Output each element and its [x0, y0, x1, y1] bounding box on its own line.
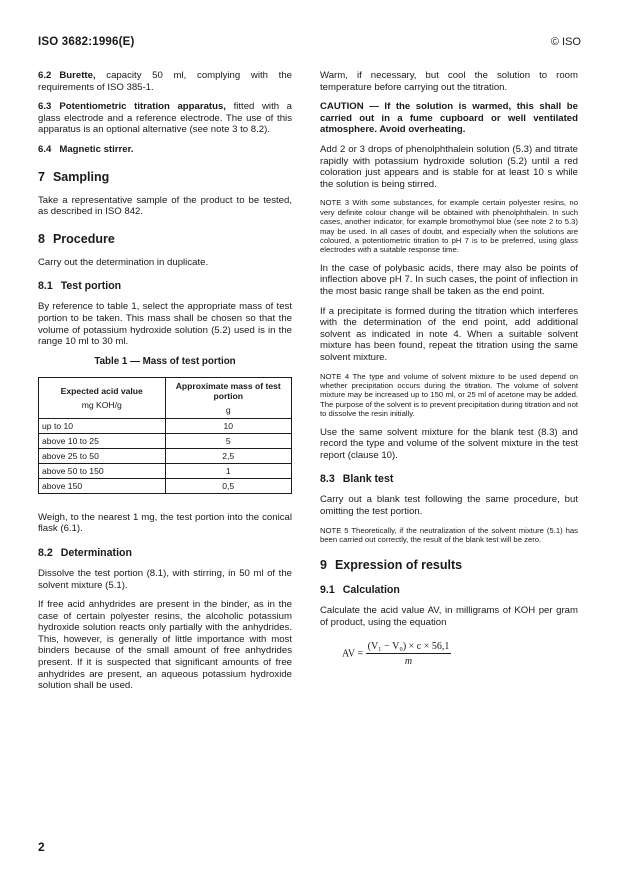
warm-text: Warm, if necessary, but cool the solution to room temperature before carrying out the titration. [320, 70, 578, 93]
document-id: ISO 3682:1996(E) [38, 36, 135, 48]
col-acid-value-header: Expected acid value mg KOH/g [39, 377, 166, 418]
heading-blank-test: 8.3 Blank test [320, 473, 394, 486]
formula-fraction [366, 641, 452, 667]
table-title: Table 1 — Mass of test portion [94, 355, 236, 367]
heading-sampling: 7 Sampling [38, 169, 110, 184]
note-3: NOTE 3 With some substances, for example certain polyester resins, no very definite colour change will be obtained with phenolphthalein. In such cases, another indicator, for example bromothymol blue (see note 2 to 5.3) may be used. In all cases of doubt, and especially when the solutions are coloured, a potentiometric titration to pH 7 is to be preferred, using glass electrodes with a suitable response time. [320, 198, 578, 255]
weigh-text: Weigh, to the nearest 1 mg, the test portion into the conical flask (6.1). [38, 511, 292, 535]
table-row: above 150 0,5 [39, 478, 292, 493]
section-6-3: 6.3 Potentiometric titration apparatus, fitted with a glass electrode and a reference electrode. The use of this apparatus is an optional alternative (see note 3 to 8.2). [38, 101, 293, 136]
section-6-2: 6.2 Burette, capacity 50 ml, complying with the requirements of ISO 385-1. [38, 70, 292, 93]
page-number: 2 [38, 840, 45, 854]
table-row: above 25 to 50 2,5 [39, 448, 292, 463]
heading-calculation: 9.1 Calculation [320, 584, 400, 597]
sampling-text: Take a representative sample of the product to be tested, as described in ISO 842. [38, 194, 292, 218]
iso-copyright: © ISO [550, 36, 581, 48]
right-column [320, 70, 578, 667]
note-4: NOTE 4 The type and volume of solvent mixture to be used depend on whether precipitation occurs during the titration. The volume of solvent mixture may be increased up to 150 ml, or 25 ml of acetone may be added. The purpose of the solvent is to prevent precipitation during titration and not to dissolve the resin initially. [320, 371, 578, 419]
calculation-text: Calculate the acid value AV, in milligrams of KOH per gram of product, using the equation [320, 605, 578, 628]
determination-text: Dissolve the test portion (8.1), with stirring, in 50 ml of the solvent mixture (5.1). [38, 567, 292, 591]
table-row: above 10 to 25 5 [39, 433, 292, 448]
heading-determination: 8.2 Determination [38, 546, 132, 559]
left-column [38, 70, 292, 700]
polybasic-text: In the case of polybasic acids, there may also be points of inflection above pH 7. In such cases, the point of inflection in the most basic range shall be taken as the end point. [320, 262, 578, 297]
table-header-row [39, 377, 292, 418]
heading-test-portion: 8.1 Test portion [38, 280, 122, 293]
section-6-4: 6.4 Magnetic stirrer. [38, 143, 134, 155]
formula-lhs: AV = [342, 647, 364, 659]
procedure-text: Carry out the determination in duplicate. [38, 256, 209, 268]
precipitate-text: If a precipitate is formed during the titration which interferes with the determination of the end point, add additional solvent as indicated in note 4. When a suitable solvent mixture has been found, repeat the titration using the same solvent mixture. [320, 305, 578, 363]
formula-denominator: m [404, 655, 413, 667]
col-mass-header: Approximate mass of test portion g [165, 377, 292, 418]
test-portion-text: By reference to table 1, select the appropriate mass of test portion to be taken. This mass shall be chosen so that the volume of potassium hydroxide solution (5.2) used is in the range 10 ml to 30 ml. [38, 301, 292, 348]
note-5: NOTE 5 Theoretically, if the neutralization of the solvent mixture (5.1) has been carried out correctly, the result of the blank test will be zero. [320, 525, 578, 544]
anhydrides-text: If free acid anhydrides are present in the binder, as in the case of certain polyester resins, the alcoholic potassium hydroxide solution reacts only partially with the anhydrides. This, however, is generally of little importance with most binders because of the small amount of free anhydrides present. If it is suspected that significant amounts of free anhydrides are present, an aqueous potassium hydroxide solution shall be used. [38, 599, 292, 692]
table-row: up to 10 10 [39, 418, 292, 433]
titrate-text: Add 2 or 3 drops of phenolphthalein solution (5.3) and titrate rapidly with potassium hydroxide solution (5.2) until a red coloration just appears and is stable for at least 10 s while the solution is being stirred. [320, 143, 578, 190]
table-row: above 50 to 150 1 [39, 463, 292, 478]
acid-value-formula [342, 641, 578, 667]
caution-text: CAUTION — If the solution is warmed, this shall be carried out in a fume cupboard or well ventilated atmosphere. Avoid overheating. [320, 101, 578, 136]
formula-numerator: (V₁ − V₀) × c × 56,1 [367, 640, 450, 652]
heading-expression-of-results: 9 Expression of results [320, 558, 463, 573]
heading-procedure: 8 Procedure [38, 231, 115, 246]
blank-test-text: Carry out a blank test following the same procedure, but omitting the test portion. [320, 494, 578, 517]
mass-table [38, 377, 292, 494]
blank-solvent-text: Use the same solvent mixture for the blank test (8.3) and record the type and volume of the solvent mixture in the test report (clause 10). [320, 426, 578, 461]
